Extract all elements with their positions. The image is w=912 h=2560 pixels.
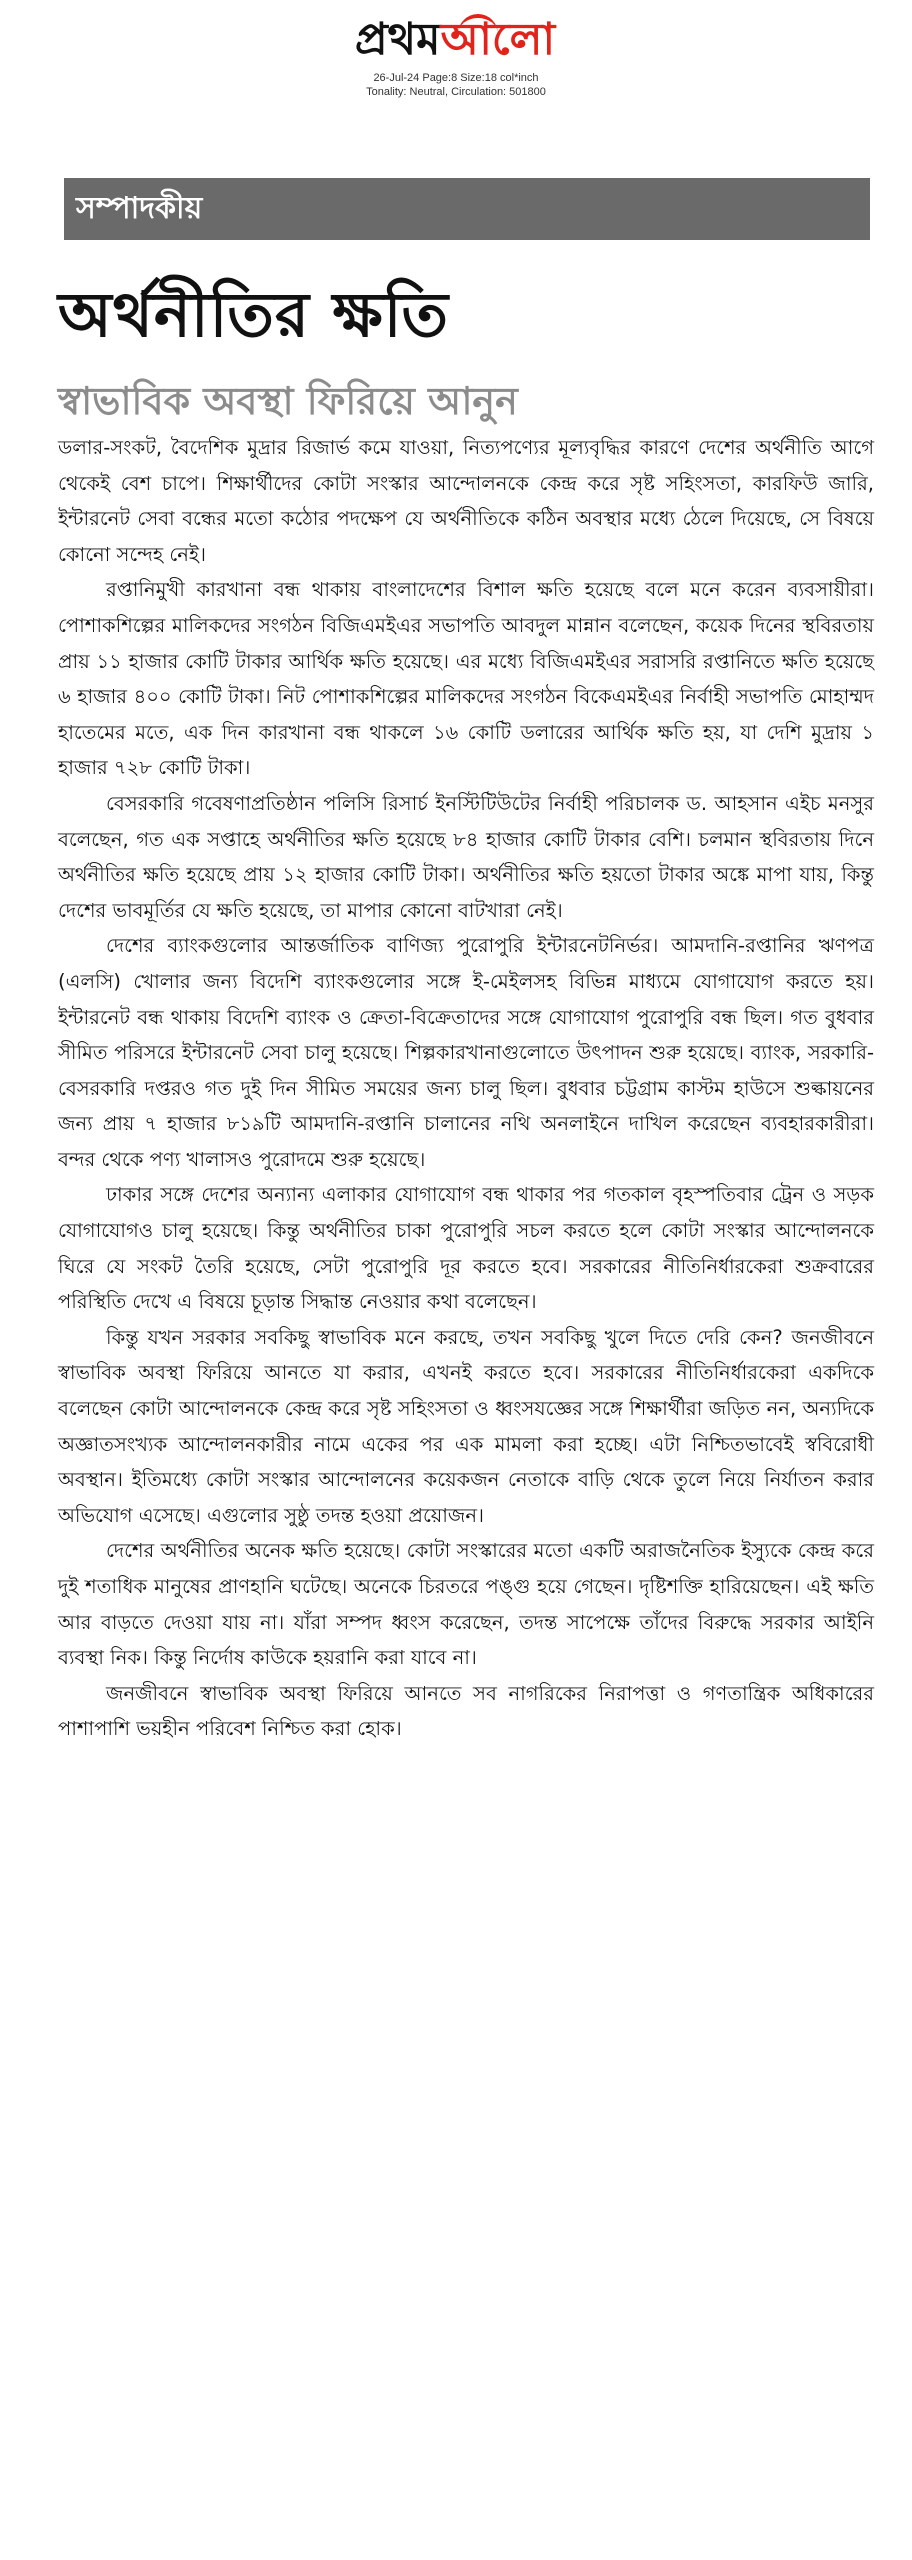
article-body bbox=[58, 430, 874, 1747]
newspaper-logo bbox=[330, 12, 580, 72]
article-paragraph: ঢাকার সঙ্গে দেশের অন্যান্য এলাকার যোগাযোগ বন্ধ থাকার পর গতকাল বৃহস্পতিবার ট্রেন ও সড়ক যোগাযোগও চালু হয়েছে। কিন্তু অর্থনীতির চাকা পুরোপুরি সচল করতে হলে কোটা সংস্কার আন্দোলনকে ঘিরে যে সংকট তৈরি হয়েছে, সেটা পুরোপুরি দূর করতে হবে। সরকারের নীতিনির্ধারকেরা শুক্রবারের পরিস্থিতি দেখে এ বিষয়ে চূড়ান্ত সিদ্ধান্ত নেওয়ার কথা বলেছেন। bbox=[58, 1183, 874, 1314]
article-paragraph: দেশের ব্যাংকগুলোর আন্তর্জাতিক বাণিজ্য পুরোপুরি ইন্টারনেটনির্ভর। আমদানি-রপ্তানির ঋণপত্র (এলসি) খোলার জন্য বিদেশি ব্যাংকগুলোর সঙ্গে ই-মেইলসহ বিভিন্ন মাধ্যমে যোগাযোগ করতে হয়। ইন্টারনেট বন্ধ থাকায় বিদেশি ব্যাংক ও ক্রেতা-বিক্রেতাদের সঙ্গে যোগাযোগ পুরোপুরি বন্ধ ছিল। গত বুধবার সীমিত পরিসরে ইন্টারনেট সেবা চালু হয়েছে। শিল্পকারখানাগুলোতে উৎপাদন শুরু হয়েছে। ব্যাংক, সরকারি-বেসরকারি দপ্তরও গত দুই দিন সীমিত সময়ের জন্য চালু ছিল। বুধবার চট্টগ্রাম কাস্টম হাউসে শুল্কায়নের জন্য প্রায় ৭ হাজার ৮১৯টি আমদানি-রপ্তানি চালানের নথি অনলাইনে দাখিল করেছেন ব্যবহারকারীরা। বন্দর থেকে পণ্য খালাসও পুরোদমে শুরু হয়েছে। bbox=[58, 934, 874, 1171]
logo-text: প্রথম bbox=[354, 13, 441, 65]
article-paragraph: বেসরকারি গবেষণাপ্রতিষ্ঠান পলিসি রিসার্চ ইনস্টিটিউটের নির্বাহী পরিচালক ড. আহসান এইচ মনসুর বলেছেন, গত এক সপ্তাহে অর্থনীতির ক্ষতি হয়েছে ৮৪ হাজার কোটি টাকার বেশি। চলমান স্থবিরতায় দিনে অর্থনীতির ক্ষতি হয়েছে প্রায় ১২ হাজার কোটি টাকা। অর্থনীতির ক্ষতি হয়তো টাকার অঙ্কে মাপা যায়, কিন্তু দেশের ভাবমূর্তির যে ক্ষতি হয়েছে, তা মাপার কোনো বাটখারা নেই। bbox=[58, 791, 874, 922]
article-subheadline: স্বাভাবিক অবস্থা ফিরিয়ে আনুন bbox=[58, 378, 518, 423]
masthead bbox=[0, 0, 912, 120]
article-paragraph: দেশের অর্থনীতির অনেক ক্ষতি হয়েছে। কোটা সংস্কারের মতো একটি অরাজনৈতিক ইস্যুকে কেন্দ্র করে দুই শতাধিক মানুষের প্রাণহানি ঘটেছে। অনেকে চিরতরে পঙ্গু হয়ে গেছেন। দৃষ্টিশক্তি হারিয়েছেন। এই ক্ষতি আর বাড়তে দেওয়া যায় না। যাঁরা সম্পদ ধ্বংস করেছেন, তদন্ত সাপেক্ষে তাঁদের বিরুদ্ধে সরকার আইনি ব্যবস্থা নিক। কিন্তু নির্দোষ কাউকে হয়রানি করা যাবে না। bbox=[58, 1539, 874, 1670]
article-paragraph: ডলার-সংকট, বৈদেশিক মুদ্রার রিজার্ভ কমে যাওয়া, নিত্যপণ্যের মূল্যবৃদ্ধির কারণে দেশের অর্থনীতি আগে থেকেই বেশ চাপে। শিক্ষার্থীদের কোটা সংস্কার আন্দোলনকে কেন্দ্র করে সৃষ্ট সহিংসতা, কারফিউ জারি, ইন্টারনেট সেবা বন্ধের মতো কঠোর পদক্ষেপ যে অর্থনীতিকে কঠিন অবস্থার মধ্যে ঠেলে দিয়েছে, সে বিষয়ে কোনো সন্দেহ নেই। bbox=[58, 436, 874, 566]
article-paragraph: রপ্তানিমুখী কারখানা বন্ধ থাকায় বাংলাদেশের বিশাল ক্ষতি হয়েছে বলে মনে করেন ব্যবসায়ীরা। পোশাকশিল্পের মালিকদের সংগঠন বিজিএমইএর সভাপতি আবদুল মান্নান বলেছেন, কয়েক দিনের স্থবিরতায় প্রায় ১১ হাজার কোটি টাকার আর্থিক ক্ষতি হয়েছে। এর মধ্যে বিজিএমইএর সরাসরি রপ্তানিতে ক্ষতি হয়েছে ৬ হাজার ৪০০ কোটি টাকা। নিট পোশাকশিল্পের মালিকদের সংগঠন বিকেএমইএর নির্বাহী সভাপতি মোহাম্মদ হাতেমের মতে, এক দিন কারখানা বন্ধ থাকলে ১৬ কোটি ডলারের আর্থিক ক্ষতি হয়, যা দেশি মুদ্রায় ১ হাজার ৭২৮ কোটি টাকা। bbox=[58, 578, 874, 780]
article-paragraph: জনজীবনে স্বাভাবিক অবস্থা ফিরিয়ে আনতে সব নাগরিকের নিরাপত্তা ও গণতান্ত্রিক অধিকারের পাশাপাশি ভয়হীন পরিবেশ নিশ্চিত করা হোক। bbox=[58, 1681, 874, 1741]
clipping-meta-tonality: Tonality: Neutral, Circulation: 501800 bbox=[366, 86, 546, 98]
section-header bbox=[64, 178, 870, 240]
article-paragraph: কিন্তু যখন সরকার সবকিছু স্বাভাবিক মনে করছে, তখন সবকিছু খুলে দিতে দেরি কেন? জনজীবনে স্বাভাবিক অবস্থা ফিরিয়ে আনতে যা করার, এখনই করতে হবে। সরকারের নীতিনির্ধারকেরা একদিকে বলেছেন কোটা আন্দোলনকে কেন্দ্র করে সৃষ্ট সহিংসতা ও ধ্বংসযজ্ঞের সঙ্গে শিক্ষার্থীরা জড়িত নন, অন্যদিকে অজ্ঞাতসংখ্যক আন্দোলনকারীর নামে একের পর এক মামলা করা হচ্ছে। এটা নিশ্চিতভাবেই স্ববিরোধী অবস্থান। ইতিমধ্যে কোটা সংস্কার আন্দোলনের কয়েকজন নেতাকে বাড়ি থেকে তুলে নিয়ে নির্যাতন করার অভিযোগ এসেছে। এগুলোর সুষ্ঠু তদন্ত হওয়া প্রয়োজন। bbox=[58, 1325, 874, 1527]
clipping-meta-page: 26-Jul-24 Page:8 Size:18 col*inch bbox=[373, 72, 539, 84]
article-headline: অর্থনীতির ক্ষতি bbox=[58, 278, 450, 351]
section-label: সম্পাদকীয় bbox=[76, 190, 203, 226]
logo-text-accent: আলো bbox=[440, 13, 556, 65]
